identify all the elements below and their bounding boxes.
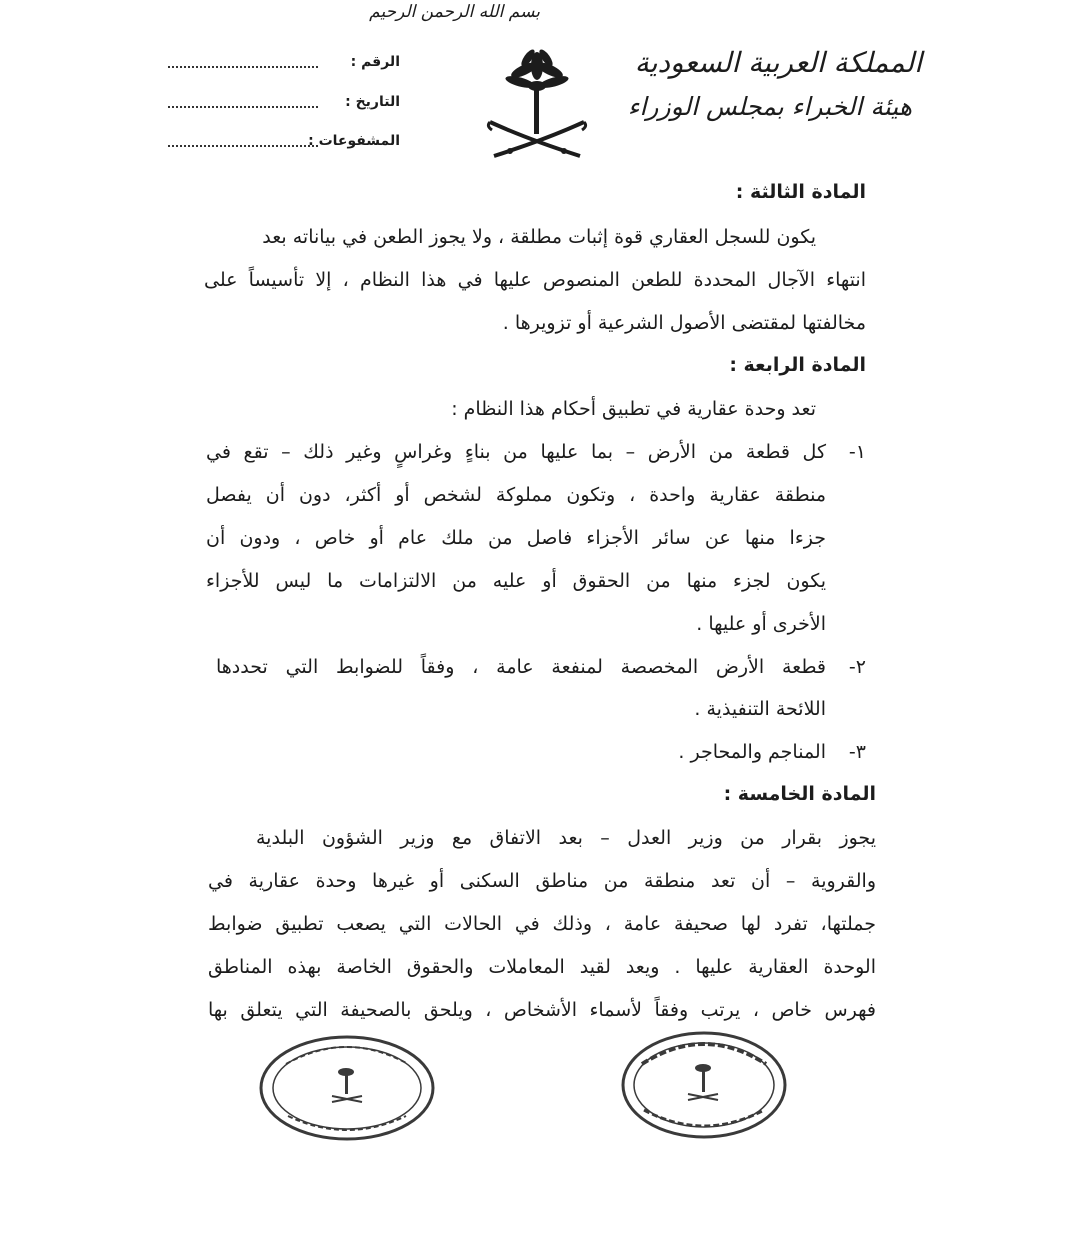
list-item-line: جزءا منها عن سائر الأجزاء فاصل من ملك عام أو خاص ، ودون أن xyxy=(206,527,826,549)
meta-attachments xyxy=(160,133,400,149)
kingdom-name: المملكة العربية السعودية xyxy=(634,46,922,79)
article4-intro: تعد وحدة عقارية في تطبيق أحكام هذا النظام : xyxy=(451,398,816,420)
list-item-line: المناجم والمحاجر . xyxy=(678,741,826,763)
list-item-number: ٣- xyxy=(848,741,866,763)
list-item-line: الأخرى أو عليها . xyxy=(696,613,826,635)
list-item-number: ١- xyxy=(848,441,866,463)
meta-attachments-field xyxy=(168,135,318,147)
list-item-line: اللائحة التنفيذية . xyxy=(694,698,826,720)
list-item-line: كل قطعة من الأرض – بما عليها من بناءٍ وغراسٍ وغير ذلك – تقع في xyxy=(206,441,826,463)
meta-date-field xyxy=(168,96,318,108)
basmala: بسم الله الرحمن الرحيم xyxy=(369,2,540,22)
article3-heading: المادة الثالثة : xyxy=(735,181,866,203)
council-secretariat-seal xyxy=(620,1030,788,1140)
article5-line: فهرس خاص ، يرتب وفقاً لأسماء الأشخاص ، ويلحق بالصحيفة التي يتعلق بها xyxy=(208,999,876,1021)
meta-date xyxy=(160,94,400,110)
article3-line: مخالفتها لمقتضى الأصول الشرعية أو تزويرها . xyxy=(502,312,866,334)
list-item-line: يكون لجزء منها من الحقوق أو عليه من الالتزامات ما ليس للأجزاء xyxy=(206,570,826,592)
article5-line: يجوز بقرار من وزير العدل – بعد الاتفاق مع وزير الشؤون البلدية xyxy=(256,827,876,849)
meta-number xyxy=(160,54,400,70)
saudi-emblem-icon xyxy=(482,44,592,164)
meta-date-label: التاريخ : xyxy=(345,94,400,110)
list-item-number: ٢- xyxy=(848,656,866,678)
list-item-line: قطعة الأرض المخصصة لمنفعة عامة ، وفقاً للضوابط التي تحددها xyxy=(216,656,826,678)
meta-attachments-label: المشفوعات : xyxy=(308,133,400,149)
article4-heading: المادة الرابعة : xyxy=(729,354,866,376)
article3-line: انتهاء الآجال المحددة للطعن المنصوص عليها في هذا النظام ، إلا تأسيساً على xyxy=(204,269,866,291)
list-item-line: منطقة عقارية واحدة ، وتكون مملوكة لشخص أو أكثر، دون أن يفصل xyxy=(206,484,826,506)
article5-line: الوحدة العقارية عليها . ويعد لقيد المعاملات والحقوق الخاصة بهذه المناطق xyxy=(208,956,876,978)
council-experts-seal xyxy=(258,1034,436,1142)
article3-line: يكون للسجل العقاري قوة إثبات مطلقة ، ولا يجوز الطعن في بياناته بعد xyxy=(262,226,816,248)
meta-number-field xyxy=(168,56,318,68)
article5-line: والقروية – أن تعد منطقة من مناطق السكنى أو غيرها وحدة عقارية في xyxy=(208,870,876,892)
meta-number-label: الرقم : xyxy=(350,54,400,70)
article5-heading: المادة الخامسة : xyxy=(723,783,876,805)
article5-line: جملتها، تفرد لها صحيفة عامة ، وذلك في الحالات التي يصعب تطبيق ضوابط xyxy=(208,913,876,935)
council-name: هيئة الخبراء بمجلس الوزراء xyxy=(627,92,912,121)
